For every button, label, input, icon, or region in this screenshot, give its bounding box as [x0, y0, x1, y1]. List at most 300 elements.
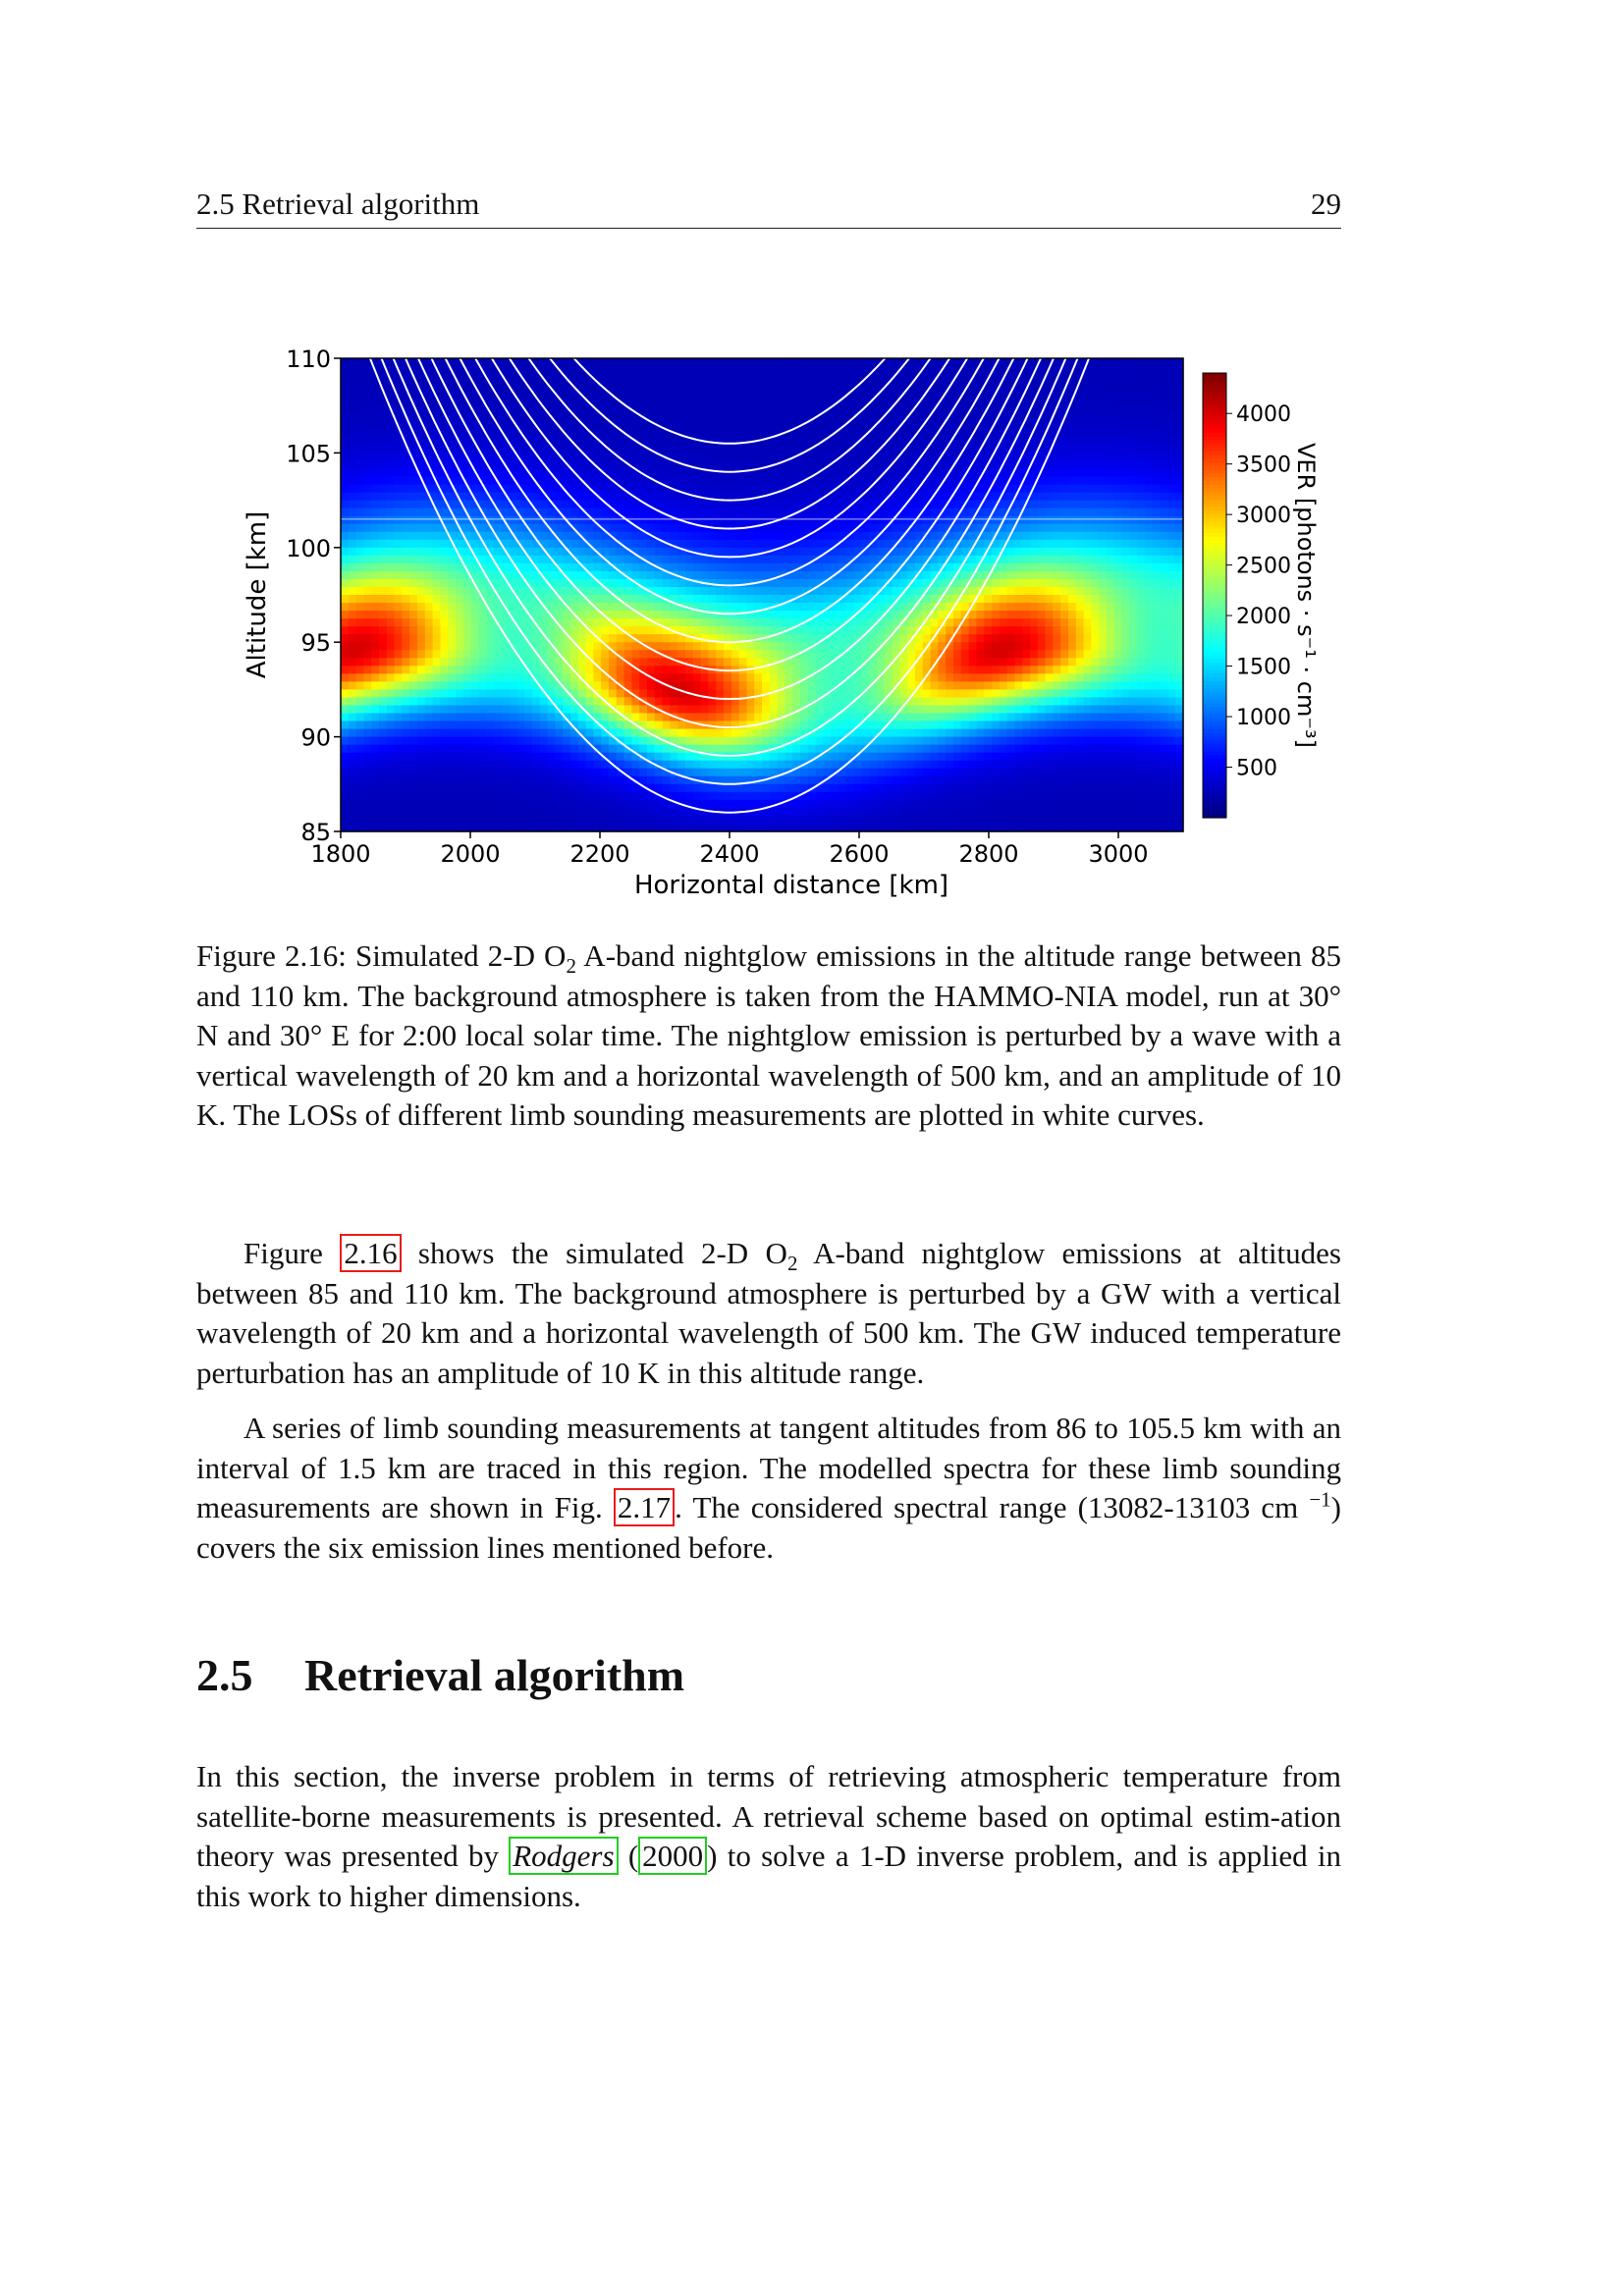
heatmap-cell: [677, 468, 685, 477]
heatmap-cell: [387, 445, 395, 454]
heatmap-cell: [655, 769, 663, 777]
heatmap-cell: [923, 603, 931, 612]
heatmap-cell: [540, 705, 548, 714]
heatmap-cell: [617, 493, 624, 502]
heatmap-cell: [655, 745, 663, 754]
heatmap-cell: [363, 603, 371, 612]
heatmap-cell: [540, 721, 548, 730]
heatmap-cell: [356, 563, 364, 572]
heatmap-cell: [739, 673, 747, 682]
heatmap-cell: [617, 460, 624, 469]
heatmap-cell: [471, 603, 479, 612]
heatmap-cell: [800, 437, 808, 446]
heatmap-cell: [693, 611, 701, 619]
heatmap-cell: [953, 753, 961, 762]
heatmap-cell: [363, 366, 371, 375]
heatmap-cell: [677, 753, 685, 762]
heatmap-cell: [655, 429, 663, 438]
heatmap-cell: [708, 429, 716, 438]
heatmap-cell: [363, 753, 371, 762]
heatmap-cell: [885, 398, 893, 406]
heatmap-cell: [433, 705, 441, 714]
heatmap-cell: [746, 729, 754, 738]
heatmap-cell: [800, 382, 808, 391]
heatmap-cell: [631, 382, 639, 391]
heatmap-cell: [823, 485, 831, 494]
heatmap-cell: [631, 421, 639, 430]
heatmap-cell: [341, 563, 349, 572]
heatmap-cell: [586, 390, 594, 399]
heatmap-cell: [823, 784, 831, 793]
heatmap-cell: [754, 769, 762, 777]
heatmap-cell: [395, 382, 403, 391]
heatmap-cell: [670, 792, 677, 801]
heatmap-cell: [440, 721, 448, 730]
heatmap-cell: [341, 721, 349, 730]
heatmap-cell: [716, 673, 724, 682]
heatmap-cell: [379, 413, 387, 422]
heatmap-cell: [907, 808, 915, 817]
heatmap-cell: [448, 681, 456, 690]
heatmap-cell: [639, 508, 647, 517]
heatmap-cell: [502, 705, 510, 714]
heatmap-cell: [808, 405, 816, 414]
heatmap-cell: [877, 374, 885, 383]
heatmap-cell: [762, 650, 770, 659]
heatmap-cell: [601, 769, 609, 777]
heatmap-cell: [548, 398, 556, 406]
heatmap-cell: [402, 714, 409, 722]
heatmap-cell: [839, 800, 846, 809]
heatmap-cell: [792, 429, 800, 438]
heatmap-cell: [938, 753, 946, 762]
heatmap-cell: [731, 516, 739, 525]
heatmap-cell: [899, 761, 907, 770]
heatmap-cell: [846, 784, 854, 793]
heatmap-cell: [816, 681, 824, 690]
heatmap-cell: [371, 595, 379, 604]
heatmap-cell: [854, 737, 862, 746]
heatmap-cell: [931, 705, 939, 714]
heatmap-cell: [869, 666, 877, 674]
heatmap-cell: [456, 571, 463, 580]
heatmap-cell: [471, 745, 479, 754]
heatmap-cell: [593, 626, 601, 635]
heatmap-cell: [425, 737, 433, 746]
heatmap-cell: [778, 579, 785, 588]
heatmap-cell: [510, 816, 517, 825]
heatmap-cell: [685, 729, 693, 738]
heatmap-cell: [854, 618, 862, 627]
heatmap-cell: [395, 634, 403, 643]
heatmap-cell: [778, 587, 785, 596]
heatmap-cell: [494, 666, 502, 674]
heatmap-cell: [647, 681, 655, 690]
heatmap-cell: [808, 374, 816, 383]
heatmap-cell: [778, 405, 785, 414]
heatmap-cell: [417, 697, 425, 706]
heatmap-cell: [502, 776, 510, 785]
heatmap-cell: [471, 792, 479, 801]
heatmap-cell: [685, 421, 693, 430]
heatmap-cell: [371, 808, 379, 817]
heatmap-cell: [746, 650, 754, 659]
heatmap-cell: [938, 493, 946, 502]
heatmap-cell: [677, 366, 685, 375]
heatmap-cell: [356, 650, 364, 659]
heatmap-cell: [510, 761, 517, 770]
heatmap-cell: [778, 382, 785, 391]
heatmap-cell: [969, 769, 977, 777]
heatmap-cell: [524, 784, 532, 793]
heatmap-cell: [831, 421, 839, 430]
heatmap-cell: [893, 468, 900, 477]
heatmap-cell: [893, 382, 900, 391]
heatmap-cell: [708, 477, 716, 486]
heatmap-cell: [693, 800, 701, 809]
heatmap-cell: [770, 563, 778, 572]
heatmap-cell: [746, 460, 754, 469]
heatmap-cell: [708, 658, 716, 667]
heatmap-cell: [593, 737, 601, 746]
heatmap-cell: [379, 737, 387, 746]
heatmap-cell: [456, 587, 463, 596]
heatmap-cell: [670, 532, 677, 541]
heatmap-cell: [570, 618, 578, 627]
heatmap-cell: [877, 689, 885, 698]
heatmap-cell: [356, 611, 364, 619]
heatmap-cell: [839, 666, 846, 674]
heatmap-cell: [563, 390, 570, 399]
heatmap-cell: [624, 816, 632, 825]
heatmap-cell: [778, 784, 785, 793]
heatmap-cell: [961, 398, 969, 406]
heatmap-cell: [663, 548, 671, 557]
heatmap-cell: [724, 390, 731, 399]
heatmap-cell: [693, 563, 701, 572]
heatmap-cell: [739, 745, 747, 754]
heatmap-cell: [663, 477, 671, 486]
heatmap-cell: [716, 681, 724, 690]
heatmap-cell: [387, 571, 395, 580]
heatmap-cell: [854, 571, 862, 580]
heatmap-cell: [746, 800, 754, 809]
heatmap-cell: [893, 800, 900, 809]
heatmap-cell: [631, 761, 639, 770]
heatmap-cell: [839, 776, 846, 785]
heatmap-cell: [494, 437, 502, 446]
heatmap-cell: [371, 493, 379, 502]
heatmap-cell: [800, 666, 808, 674]
heatmap-cell: [670, 761, 677, 770]
heatmap-cell: [363, 705, 371, 714]
heatmap-cell: [746, 390, 754, 399]
heatmap-cell: [816, 358, 824, 367]
heatmap-cell: [716, 745, 724, 754]
heatmap-cell: [486, 658, 494, 667]
heatmap-cell: [778, 737, 785, 746]
heatmap-cell: [946, 650, 953, 659]
heatmap-cell: [440, 398, 448, 406]
heatmap-cell: [617, 634, 624, 643]
heatmap-cell: [524, 477, 532, 486]
heatmap-cell: [754, 784, 762, 793]
heatmap-cell: [915, 753, 923, 762]
heatmap-cell: [731, 563, 739, 572]
heatmap-cell: [808, 453, 816, 461]
heatmap-cell: [456, 634, 463, 643]
heatmap-cell: [754, 390, 762, 399]
heatmap-cell: [349, 366, 356, 375]
heatmap-cell: [739, 429, 747, 438]
heatmap-cell: [877, 366, 885, 375]
heatmap-cell: [823, 587, 831, 596]
heatmap-cell: [387, 453, 395, 461]
heatmap-cell: [869, 658, 877, 667]
heatmap-cell: [785, 634, 792, 643]
heatmap-cell: [969, 634, 977, 643]
heatmap-cell: [341, 595, 349, 604]
heatmap-cell: [617, 642, 624, 651]
heatmap-cell: [425, 800, 433, 809]
heatmap-cell: [869, 516, 877, 525]
heatmap-cell: [877, 808, 885, 817]
heatmap-cell: [731, 642, 739, 651]
heatmap-cell: [540, 729, 548, 738]
heatmap-cell: [456, 453, 463, 461]
heatmap-cell: [647, 776, 655, 785]
heatmap-cell: [532, 658, 540, 667]
heatmap-cell: [708, 673, 716, 682]
heatmap-cell: [724, 477, 731, 486]
heatmap-cell: [387, 532, 395, 541]
heatmap-cell: [448, 571, 456, 580]
heatmap-cell: [433, 618, 441, 627]
heatmap-cell: [716, 382, 724, 391]
heatmap-cell: [670, 493, 677, 502]
heatmap-cell: [854, 650, 862, 659]
heatmap-cell: [923, 776, 931, 785]
heatmap-cell: [899, 405, 907, 414]
heatmap-cell: [578, 571, 586, 580]
heatmap-cell: [540, 776, 548, 785]
heatmap-cell: [701, 571, 709, 580]
heatmap-cell: [586, 800, 594, 809]
heatmap-cell: [402, 453, 409, 461]
heatmap-cell: [601, 658, 609, 667]
heatmap-cell: [800, 366, 808, 375]
heatmap-cell: [456, 563, 463, 572]
heatmap-cell: [471, 642, 479, 651]
heatmap-cell: [425, 666, 433, 674]
heatmap-cell: [395, 681, 403, 690]
heatmap-cell: [349, 776, 356, 785]
heatmap-cell: [402, 571, 409, 580]
heatmap-cell: [524, 697, 532, 706]
heatmap-cell: [578, 524, 586, 533]
heatmap-cell: [869, 769, 877, 777]
heatmap-cell: [379, 634, 387, 643]
heatmap-cell: [816, 761, 824, 770]
heatmap-cell: [624, 666, 632, 674]
heatmap-cell: [808, 540, 816, 549]
heatmap-cell: [433, 532, 441, 541]
heatmap-cell: [387, 658, 395, 667]
heatmap-cell: [409, 587, 417, 596]
heatmap-cell: [448, 792, 456, 801]
heatmap-cell: [969, 468, 977, 477]
heatmap-cell: [532, 666, 540, 674]
heatmap-cell: [938, 460, 946, 469]
heatmap-cell: [831, 532, 839, 541]
heatmap-cell: [839, 366, 846, 375]
heatmap-cell: [969, 673, 977, 682]
heatmap-cell: [456, 705, 463, 714]
heatmap-cell: [938, 808, 946, 817]
heatmap-cell: [693, 587, 701, 596]
heatmap-cell: [693, 358, 701, 367]
heatmap-cell: [716, 689, 724, 698]
heatmap-cell: [946, 618, 953, 627]
heatmap-cell: [456, 650, 463, 659]
heatmap-cell: [639, 493, 647, 502]
heatmap-cell: [379, 808, 387, 817]
heatmap-cell: [931, 681, 939, 690]
heatmap-cell: [899, 769, 907, 777]
heatmap-cell: [540, 358, 548, 367]
heatmap-cell: [341, 468, 349, 477]
heatmap-cell: [639, 618, 647, 627]
heatmap-cell: [478, 792, 486, 801]
heatmap-cell: [609, 382, 617, 391]
heatmap-cell: [478, 611, 486, 619]
heatmap-cell: [823, 421, 831, 430]
heatmap-cell: [961, 540, 969, 549]
heatmap-cell: [976, 460, 984, 469]
heatmap-cell: [808, 485, 816, 494]
heatmap-cell: [409, 761, 417, 770]
heatmap-cell: [540, 800, 548, 809]
heatmap-cell: [409, 611, 417, 619]
heatmap-cell: [409, 540, 417, 549]
heatmap-cell: [409, 501, 417, 509]
heatmap-cell: [677, 729, 685, 738]
heatmap-cell: [754, 571, 762, 580]
heatmap-cell: [486, 792, 494, 801]
heatmap-cell: [570, 658, 578, 667]
heatmap-cell: [716, 721, 724, 730]
heatmap-cell: [762, 618, 770, 627]
heatmap-cell: [448, 705, 456, 714]
heatmap-cell: [478, 650, 486, 659]
heatmap-cell: [762, 374, 770, 383]
heatmap-cell: [731, 405, 739, 414]
heatmap-cell: [778, 705, 785, 714]
heatmap-cell: [816, 477, 824, 486]
heatmap-cell: [639, 485, 647, 494]
heatmap-cell: [631, 729, 639, 738]
heatmap-cell: [341, 460, 349, 469]
heatmap-cell: [785, 776, 792, 785]
heatmap-cell: [923, 800, 931, 809]
heatmap-cell: [893, 493, 900, 502]
heatmap-cell: [371, 705, 379, 714]
heatmap-cell: [708, 421, 716, 430]
heatmap-cell: [371, 729, 379, 738]
heatmap-cell: [693, 626, 701, 635]
heatmap-cell: [570, 571, 578, 580]
heatmap-cell: [816, 587, 824, 596]
heatmap-cell: [555, 776, 563, 785]
heatmap-cell: [617, 374, 624, 383]
heatmap-cell: [356, 784, 364, 793]
heatmap-cell: [915, 697, 923, 706]
heatmap-cell: [486, 650, 494, 659]
heatmap-cell: [739, 792, 747, 801]
heatmap-cell: [677, 358, 685, 367]
heatmap-cell: [792, 501, 800, 509]
heatmap-cell: [785, 532, 792, 541]
heatmap-cell: [379, 705, 387, 714]
heatmap-cell: [877, 603, 885, 612]
heatmap-cell: [938, 721, 946, 730]
heatmap-cell: [969, 477, 977, 486]
heatmap-cell: [440, 769, 448, 777]
heatmap-cell: [816, 382, 824, 391]
heatmap-cell: [456, 792, 463, 801]
heatmap-cell: [395, 485, 403, 494]
heatmap-cell: [785, 618, 792, 627]
heatmap-cell: [877, 714, 885, 722]
heatmap-cell: [502, 666, 510, 674]
heatmap-cell: [409, 658, 417, 667]
heatmap-cell: [976, 374, 984, 383]
heatmap-cell: [685, 398, 693, 406]
heatmap-cell: [792, 800, 800, 809]
heatmap-cell: [754, 626, 762, 635]
heatmap-cell: [693, 705, 701, 714]
heatmap-cell: [762, 769, 770, 777]
heatmap-cell: [341, 705, 349, 714]
heatmap-cell: [739, 626, 747, 635]
heatmap-cell: [701, 626, 709, 635]
heatmap-cell: [923, 769, 931, 777]
heatmap-cell: [685, 540, 693, 549]
heatmap-cell: [540, 761, 548, 770]
heatmap-cell: [946, 689, 953, 698]
heatmap-cell: [907, 508, 915, 517]
heatmap-cell: [433, 587, 441, 596]
heatmap-cell: [402, 761, 409, 770]
heatmap-cell: [502, 753, 510, 762]
heatmap-cell: [677, 618, 685, 627]
heatmap-cell: [677, 445, 685, 454]
heatmap-cell: [349, 532, 356, 541]
heatmap-cell: [785, 753, 792, 762]
heatmap-cell: [524, 563, 532, 572]
heatmap-cell: [409, 689, 417, 698]
heatmap-cell: [510, 374, 517, 383]
heatmap-cell: [778, 776, 785, 785]
heatmap-cell: [440, 729, 448, 738]
heatmap-cell: [478, 493, 486, 502]
heatmap-cell: [417, 642, 425, 651]
heatmap-cell: [402, 658, 409, 667]
heatmap-cell: [969, 792, 977, 801]
heatmap-cell: [893, 729, 900, 738]
heatmap-cell: [938, 468, 946, 477]
heatmap-cell: [617, 697, 624, 706]
